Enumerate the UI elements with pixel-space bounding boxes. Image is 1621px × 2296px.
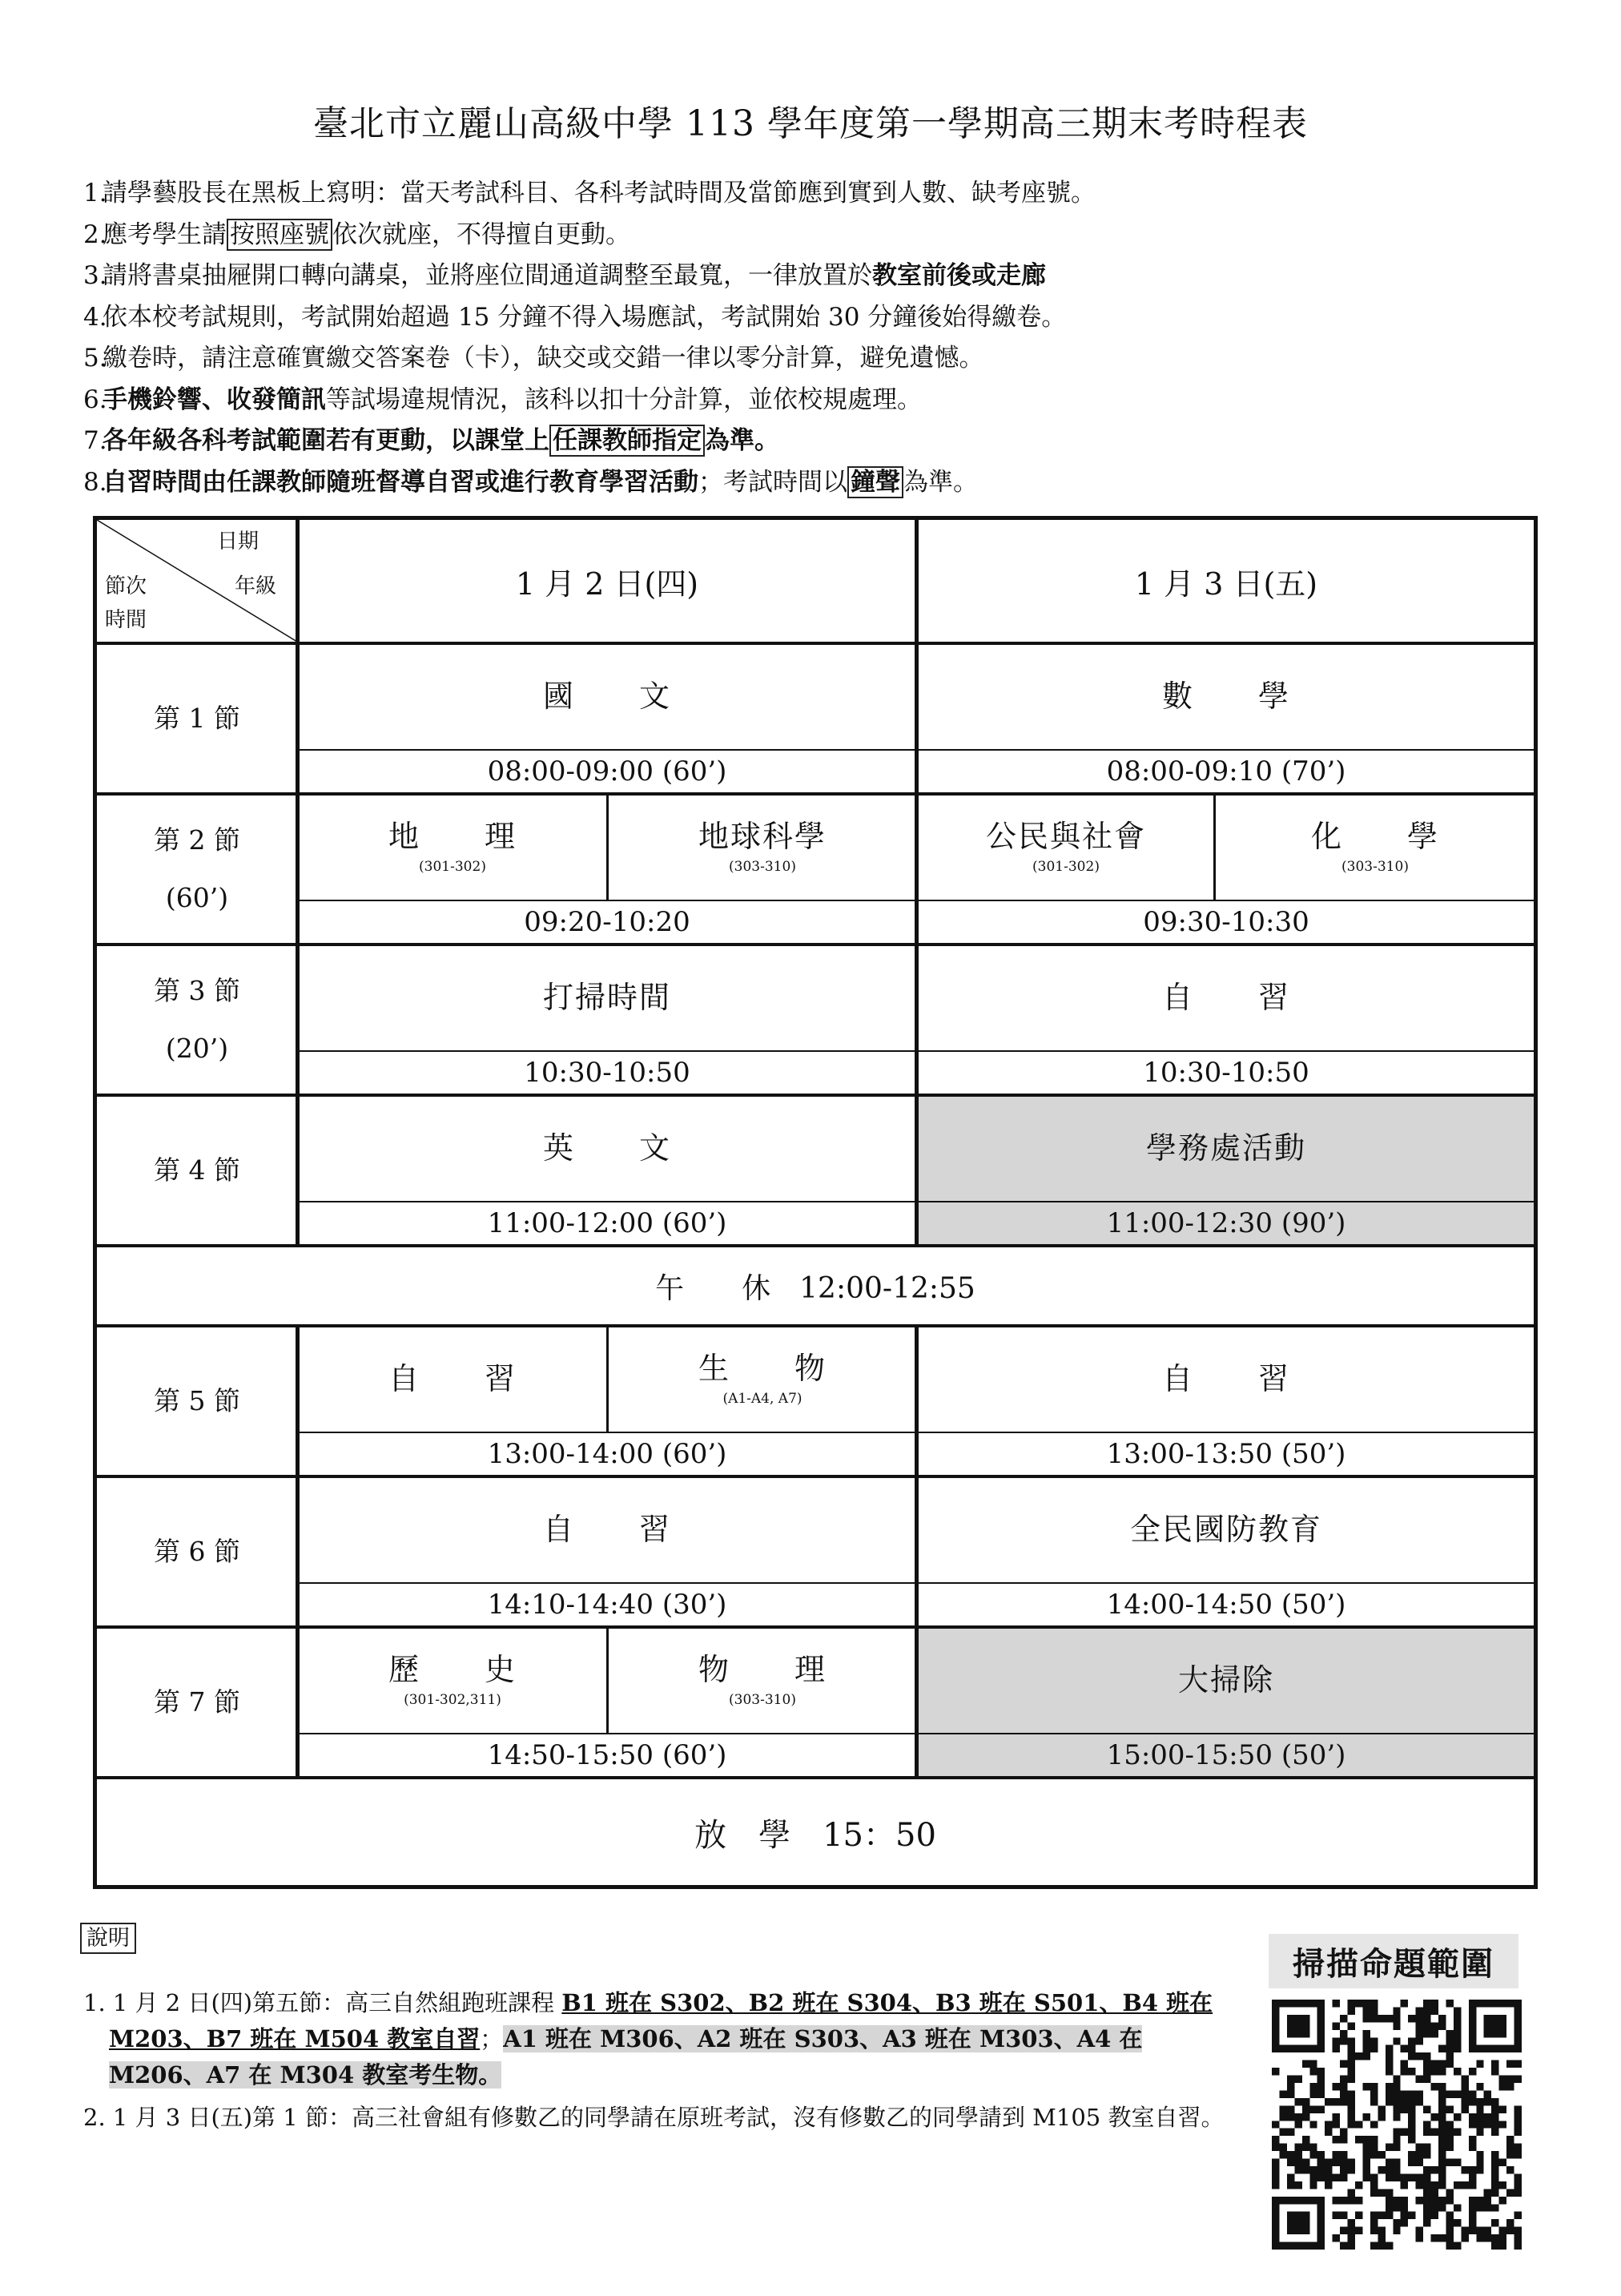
corner-header	[97, 520, 297, 642]
note-underlined: B1 班在 S302、B2 班在 S304、B3 班在 S501、B4 班在 M203、B7 班在 M504 教室自習	[109, 1989, 1213, 2052]
p5-jan3-self-study	[919, 1327, 1534, 1432]
rule-boxed-text: 鐘聲	[847, 466, 903, 498]
date-header-jan2: 1 月 2 日(四)	[515, 566, 699, 602]
period-label: 第 7 節	[154, 1686, 240, 1718]
grid-line	[97, 1625, 1534, 1629]
grid-line	[97, 792, 1534, 796]
rule-text: 依本校考試規則，考試開始超過 15 分鐘不得入場應試，考試開始 30 分鐘後始得繳卷。	[103, 302, 1067, 332]
grid-line	[606, 796, 609, 901]
p2-jan2-geography	[299, 796, 606, 900]
subject-name: 歷 史	[388, 1652, 517, 1688]
p4-jan3-student-affairs	[919, 1097, 1534, 1201]
rule-text: 等試場違規情況，該科以扣十分計算，並依校規處理。	[326, 385, 922, 414]
qr-label: 掃描命題範圍	[1269, 1934, 1518, 1988]
grid-line	[606, 1629, 609, 1734]
note-2: 2. 1 月 3 日(五)第 1 節：高三社會組有修數乙的同學請在原班考試，沒有修數乙的同學請到 M105 教室自習。	[83, 2104, 1225, 2131]
rule-text: 請學藝股長在黑板上寫明：當天考試科目、各科考試時間及當節應到實到人數、缺考座號。	[103, 179, 1096, 207]
class-range: (301-302,311)	[404, 1692, 501, 1709]
grid-line	[299, 1201, 1534, 1202]
note-text: 1. 1 月 2 日(四)第五節：高三自然組跑班課程	[83, 1989, 562, 2016]
class-range: (303-310)	[729, 859, 796, 876]
corner-grade: 年級	[235, 574, 277, 598]
p7-jan2-history	[299, 1629, 606, 1733]
class-range: (A1-A4, A7)	[722, 1391, 802, 1408]
class-range: (301-302)	[419, 859, 486, 876]
grid-line	[299, 1733, 1534, 1734]
rule-text: 各年級各科考試範圍若有更動，以課堂上	[103, 426, 549, 455]
rule-number: 8.	[83, 467, 107, 497]
rule-number: 4.	[83, 302, 107, 332]
rule-text: 依次就座，不得擅自更動。	[332, 220, 630, 249]
period-label: 第 4 節	[154, 1154, 240, 1186]
grid-line	[97, 1475, 1534, 1478]
p6-jan3-time: 14:00-14:50 (50’)	[1106, 1589, 1346, 1621]
grid-line	[915, 520, 919, 1244]
rule-text: 手機鈴響、收發簡訊	[103, 385, 326, 414]
p3-jan3-self-study	[919, 946, 1534, 1050]
subject-name: 地 理	[388, 819, 517, 855]
dismissal-row: 放 學 15：50	[694, 1816, 936, 1854]
rule-boxed-text: 任課教師指定	[549, 425, 705, 457]
rule-item	[83, 421, 1557, 462]
class-range: (301-302)	[1032, 859, 1100, 876]
rule-text: 自習時間由任課教師隨班督導自習或進行教育學習活動	[103, 467, 698, 497]
p7-jan2-physics	[609, 1629, 915, 1733]
p5-jan3-time: 13:00-13:50 (50’)	[1106, 1438, 1346, 1470]
p1-jan2-subject	[299, 645, 915, 749]
subject-name: 自 習	[542, 1512, 671, 1548]
corner-period: 節次	[105, 574, 147, 598]
rule-number: 1.	[83, 179, 107, 207]
subject-name: 生 物	[698, 1351, 827, 1387]
subject-name: 地球科學	[698, 819, 827, 855]
period-label: 第 6 節	[154, 1536, 240, 1567]
subject-name: 打掃時間	[542, 980, 671, 1016]
rule-text: ；考試時間以	[698, 467, 847, 497]
lunch-row: 午 休 12:00-12:55	[655, 1271, 975, 1305]
grid-line	[97, 1094, 1534, 1097]
corner-date: 日期	[217, 530, 259, 554]
grid-line	[915, 1324, 919, 1779]
rule-item	[83, 173, 1557, 215]
period-duration: (60’)	[165, 882, 229, 913]
period-label: 第 2 節	[154, 824, 240, 856]
p7-jan2-time: 14:50-15:50 (60’)	[487, 1739, 727, 1771]
p2-jan3-time: 09:30-10:30	[1143, 906, 1309, 938]
period-label: 第 3 節	[154, 975, 240, 1006]
grid-line	[299, 1050, 1534, 1052]
p6-jan2-self-study	[299, 1478, 915, 1582]
p6-jan3-national-defense	[919, 1478, 1534, 1582]
rule-item	[83, 297, 1557, 339]
period-3-label	[97, 946, 297, 1094]
p1-jan3-subject	[919, 645, 1534, 749]
rule-text: 為準。	[705, 426, 779, 455]
subject-name: 國 文	[542, 679, 671, 715]
p4-jan2-time: 11:00-12:00 (60’)	[487, 1207, 727, 1239]
p2-jan2-earth-science	[609, 796, 915, 900]
subject-name: 大掃除	[1177, 1662, 1274, 1698]
p3-jan2-cleaning	[299, 946, 915, 1050]
period-6-label	[97, 1478, 297, 1625]
p2-jan3-civics	[919, 796, 1213, 900]
p4-jan2-english	[299, 1097, 915, 1201]
class-range: (303-310)	[729, 1692, 796, 1709]
p5-jan2-biology	[609, 1327, 915, 1432]
subject-name: 化 學	[1310, 819, 1439, 855]
schedule-table	[93, 516, 1538, 1889]
subject-name: 物 理	[698, 1652, 827, 1688]
p1-jan3-time: 08:00-09:10 (70’)	[1106, 755, 1346, 787]
p6-jan2-time: 14:10-14:40 (30’)	[487, 1589, 727, 1621]
period-duration: (20’)	[165, 1033, 229, 1064]
subject-name: 數 學	[1161, 679, 1290, 715]
rules-list	[83, 173, 1557, 503]
grid-line	[299, 900, 1534, 901]
period-7-label	[97, 1629, 297, 1776]
subject-name: 自 習	[1161, 1361, 1290, 1397]
grid-line	[296, 520, 300, 1244]
notes-label: 說明	[80, 1923, 136, 1954]
p7-jan3-time: 15:00-15:50 (50’)	[919, 1734, 1534, 1776]
grid-line	[299, 1582, 1534, 1584]
rule-text: 繳卷時，請注意確實繳交答案卷（卡），缺交或交錯一律以零分計算，避免遺憾。	[103, 344, 984, 373]
grid-line	[1213, 796, 1216, 901]
period-label: 第 1 節	[154, 703, 240, 734]
p4-jan3-time: 11:00-12:30 (90’)	[919, 1202, 1534, 1244]
subject-name: 自 習	[1161, 980, 1290, 1016]
notes-list	[83, 1985, 1245, 2142]
p5-jan2-self-study	[299, 1327, 606, 1432]
rule-item	[83, 338, 1557, 380]
rule-text: 為準。	[903, 467, 978, 497]
subject-name: 公民與社會	[985, 819, 1146, 855]
p3-jan2-time: 10:30-10:50	[524, 1057, 690, 1089]
grid-line	[97, 1776, 1534, 1779]
grid-line	[97, 1324, 1534, 1327]
p3-jan3-time: 10:30-10:50	[1143, 1057, 1309, 1089]
grid-line	[296, 1324, 300, 1779]
subject-name: 自 習	[388, 1361, 517, 1397]
rule-text: 教室前後或走廊	[872, 261, 1046, 290]
page-title: 臺北市立麗山高級中學 113 學年度第一學期高三期末考時程表	[313, 103, 1308, 144]
qr-code-icon[interactable]	[1272, 2000, 1522, 2250]
rule-text: 應考學生請	[103, 220, 227, 249]
note-text: ；	[480, 2025, 504, 2052]
date-header-jan3: 1 月 3 日(五)	[1134, 566, 1318, 602]
grid-line	[97, 1244, 1534, 1247]
rule-item	[83, 256, 1557, 297]
rule-item	[83, 215, 1557, 256]
note-1	[83, 1985, 1245, 2093]
rule-number: 6.	[83, 385, 107, 414]
subject-name: 學務處活動	[1145, 1130, 1306, 1166]
rule-number: 5.	[83, 344, 107, 373]
grid-line	[606, 1327, 609, 1433]
rule-text: 請將書桌抽屜開口轉向講桌，並將座位間通道調整至最寬，一律放置於	[103, 261, 872, 290]
period-label: 第 5 節	[154, 1385, 240, 1416]
grid-line	[299, 749, 1534, 751]
corner-time: 時間	[105, 608, 147, 632]
period-5-label	[97, 1327, 297, 1475]
class-range: (303-310)	[1341, 859, 1409, 876]
subject-name: 英 文	[542, 1130, 671, 1166]
p2-jan3-chemistry	[1217, 796, 1534, 900]
p5-jan2-time: 13:00-14:00 (60’)	[487, 1438, 727, 1470]
p2-jan2-time: 09:20-10:20	[524, 906, 690, 938]
rule-number: 3.	[83, 261, 107, 290]
rule-number: 2.	[83, 220, 107, 249]
grid-line	[299, 1432, 1534, 1433]
subject-name: 全民國防教育	[1129, 1512, 1322, 1548]
note-highlight: A1 班在 M306、A2 班在 S303、A3 班在 M303、A4 在 M206、A7 在 M304 教室考生物。	[109, 2025, 1143, 2089]
period-1-label	[97, 645, 297, 792]
rule-item	[83, 380, 1557, 421]
rule-boxed-text: 按照座號	[227, 219, 332, 251]
p1-jan2-time: 08:00-09:00 (60’)	[487, 755, 727, 787]
grid-line	[97, 943, 1534, 946]
period-4-label	[97, 1097, 297, 1244]
p7-jan3-big-cleaning	[919, 1629, 1534, 1733]
rule-item	[83, 462, 1557, 504]
grid-line	[97, 642, 1534, 645]
period-2-label	[97, 796, 297, 943]
rule-number: 7.	[83, 426, 107, 455]
